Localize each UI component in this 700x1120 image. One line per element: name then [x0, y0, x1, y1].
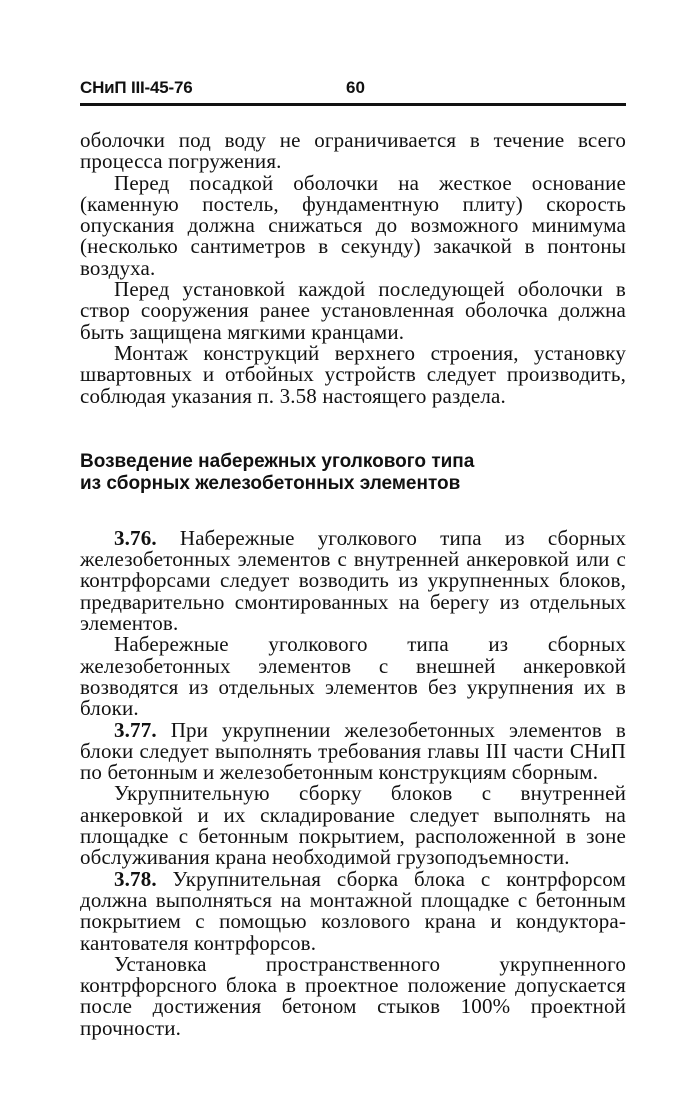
clause-3-77	[80, 717, 626, 785]
paragraph: Набережные уголкового типа из сборных железобетонных элементов с внешней анкеровкой возводятся из отдельных элементов без укрупнения их в блоки.	[80, 632, 626, 721]
clause-3-78	[80, 866, 626, 955]
paragraph: Перед установкой каждой последующей оболочки в створ сооружения ранее установленная оболочка должна быть защищена мягкими кранцами.	[80, 277, 626, 344]
document-code: СНиП III-45-76	[80, 78, 193, 97]
header-rule	[80, 103, 626, 106]
paragraph: Установка пространственного укрупненного контрфорсного блока в проектное положение допускается после достижения бетоном стыков 100% проектной прочности.	[80, 951, 626, 1040]
paragraph: Перед посадкой оболочки на жесткое основание (каменную постель, фундаментную плиту) скорость опускания должна снижаться до возможного минимума (несколько сантиметров в секунду) закачкой в понтоны воздуха.	[80, 170, 626, 280]
section-heading: Возведение набережных уголкового типа из сборных железобетонных элементов	[80, 450, 475, 494]
page-header	[80, 76, 626, 102]
paragraph: Укрупнительную сборку блоков с внутренней анкеровкой и их складирование следует выполнять на площадке с бетонным покрытием, расположенной в зоне обслуживания крана необходимой грузоподъемности.	[80, 781, 626, 870]
clause-number: 3.78.	[114, 866, 157, 891]
clause-text: При укрупнении железобетонных элементов в блоки следует выполнять требования главы III части СНиП по бетонным и железобетонным конструкциям сборным.	[80, 717, 626, 785]
clause-text: Набережные уголкового типа из сборных железобетонных элементов с внутренней анкеровкой или с контрфорсами следует возводить из укрупненных блоков, предварительно смонтированных на берегу из отдельных элементов.	[80, 525, 626, 636]
clause-number: 3.77.	[114, 717, 157, 742]
clause-3-76	[80, 525, 626, 636]
paragraph: Монтаж конструкций верхнего строения, установку швартовных и отбойных устройств следует производить, соблюдая указания п. 3.58 настоящего раздела.	[80, 340, 626, 408]
page-body	[80, 130, 626, 1039]
page-number: 60	[346, 78, 365, 97]
clause-number: 3.76.	[114, 525, 157, 550]
clause-text: Укрупнительная сборка блока с контрфорсом должна выполняться на монтажной площадке с бетонным покрытием с помощью козлового крана и кондуктора-кантователя контрфорсов.	[80, 866, 626, 955]
paragraph-continuation: оболочки под воду не ограничивается в течение всего процесса погружения.	[80, 128, 626, 174]
